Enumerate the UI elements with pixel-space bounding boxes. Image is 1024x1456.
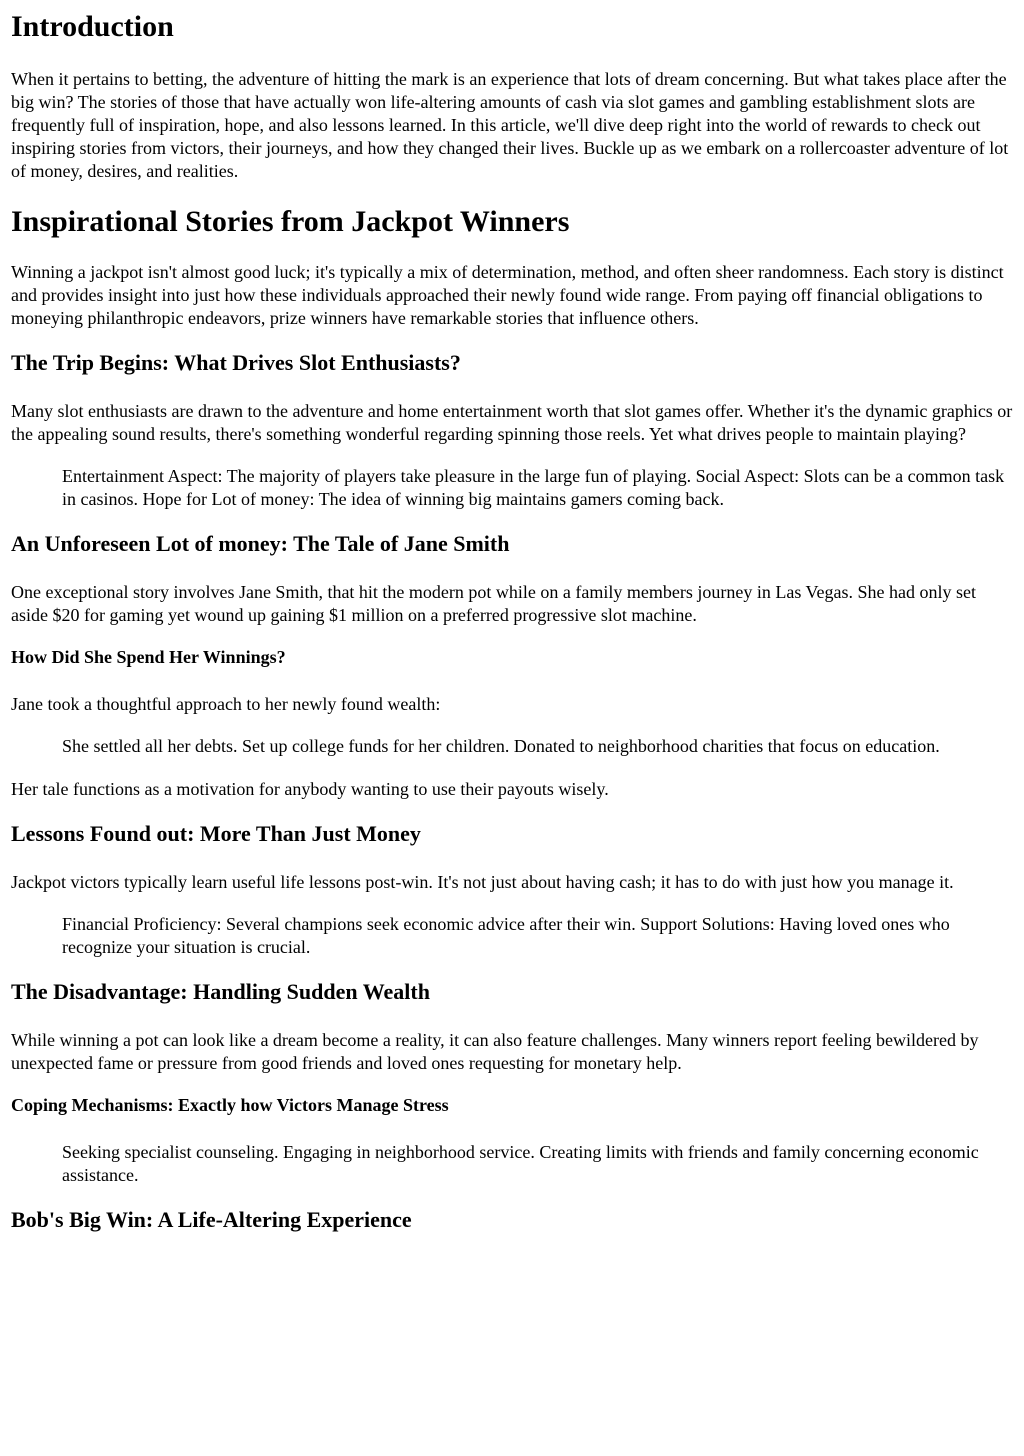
article [0,10,1024,1234]
downside-quote: Seeking specialist counseling. Engaging in neighborhood service. Creating limits with friends and family concerning economic assistance. [62,1142,979,1185]
jane-intro: Jane took a thoughtful approach to her newly found wealth: [11,694,441,714]
jane-quote: She settled all her debts. Set up college funds for her children. Donated to neighborhood charities that focus on education. [62,736,940,756]
jane-subheading: How Did She Spend Her Winnings? [11,647,286,667]
intro-paragraph: When it pertains to betting, the adventure of hitting the mark is an experience that lots of dream concerning. But what takes place after the big win? The stories of those that have actually won life-altering amounts of cash via slot games and gambling establishment slots are frequently full of inspiration, hope, and also lessons learned. In this article, we'll dive deep right into the world of rewards to check out inspiring stories from victors, their journeys, and how they changed their lives. Buckle up as we embark on a rollercoaster adventure of lot of money, desires, and realities. [11,69,1009,181]
lessons-heading: Lessons Found out: More Than Just Money [11,821,421,846]
jane-closing: Her tale functions as a motivation for anybody wanting to use their payouts wisely. [11,779,609,799]
trip-paragraph: Many slot enthusiasts are drawn to the adventure and home entertainment worth that slot games offer. Whether it's the dynamic graphics or the appealing sound results, there's something wonderful regarding spinning those reels. Yet what drives people to maintain playing? [11,401,1013,444]
downside-heading: The Disadvantage: Handling Sudden Wealth [11,979,430,1004]
lessons-paragraph: Jackpot victors typically learn useful life lessons post-win. It's not just about having cash; it has to do with just how you manage it. [11,872,954,892]
trip-quote: Entertainment Aspect: The majority of players take pleasure in the large fun of playing. Social Aspect: Slots can be a common task in casinos. Hope for Lot of money: The idea of winning big maintains gamers coming back. [62,466,1005,509]
intro-heading: Introduction [11,10,174,43]
lessons-quote: Financial Proficiency: Several champions seek economic advice after their win. Support Solutions: Having loved ones who recognize your situation is crucial. [62,914,950,957]
downside-subheading: Coping Mechanisms: Exactly how Victors Manage Stress [11,1095,449,1115]
stories-heading: Inspirational Stories from Jackpot Winners [11,205,570,238]
bob-heading: Bob's Big Win: A Life-Altering Experience [11,1207,412,1232]
downside-paragraph: While winning a pot can look like a dream become a reality, it can also feature challenges. Many winners report feeling bewildered by unexpected fame or pressure from good friends and loved ones requesting for monetary help. [11,1030,979,1073]
jane-paragraph: One exceptional story involves Jane Smith, that hit the modern pot while on a family members journey in Las Vegas. She had only set aside $20 for gaming yet wound up gaining $1 million on a preferred progressive slot machine. [11,582,976,625]
jane-heading: An Unforeseen Lot of money: The Tale of Jane Smith [11,531,510,556]
stories-paragraph: Winning a jackpot isn't almost good luck; it's typically a mix of determination, method, and often sheer randomness. Each story is distinct and provides insight into just how these individuals approached their newly found wide range. From paying off financial obligations to moneying philanthropic endeavors, prize winners have remarkable stories that influence others. [11,262,1004,328]
trip-heading: The Trip Begins: What Drives Slot Enthusiasts? [11,350,461,375]
